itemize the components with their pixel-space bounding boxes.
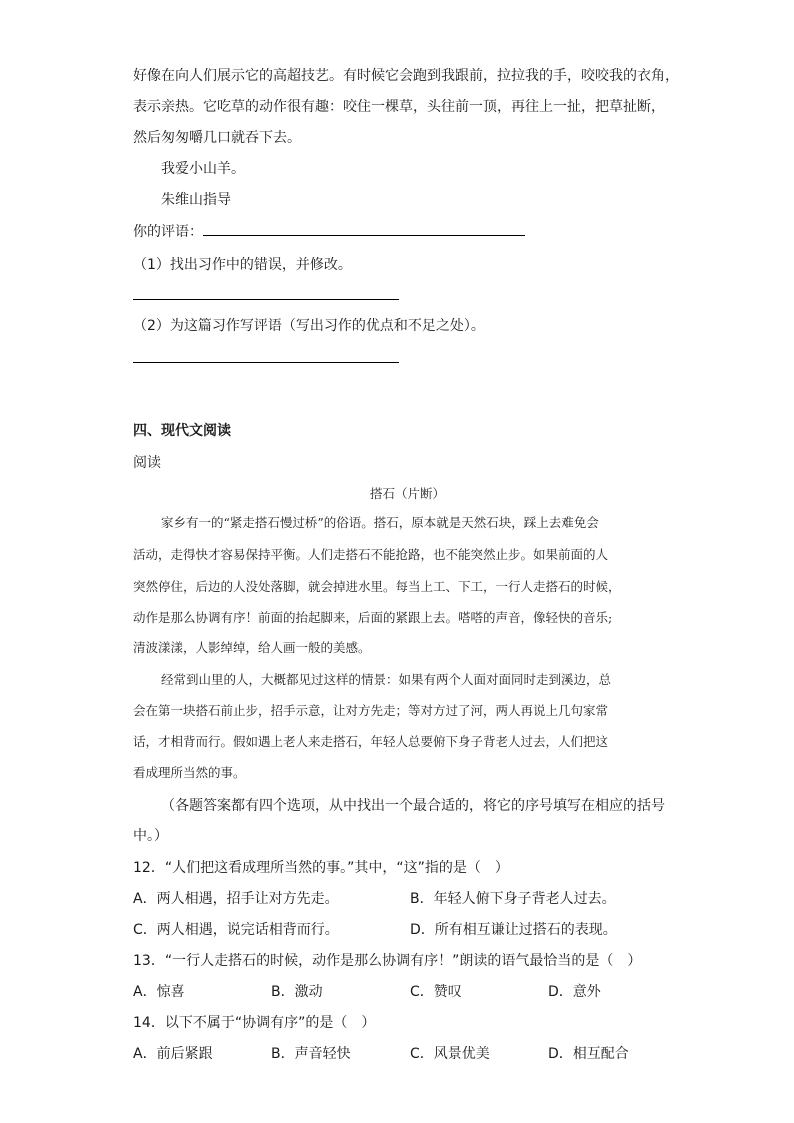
question-12-option-a[interactable]: A．两人相遇，招手让对方先走。 (133, 891, 339, 907)
comment-answer-line[interactable] (203, 221, 525, 236)
question-12-option-d[interactable]: D．所有相互谦让过搭石的表现。 (410, 922, 617, 938)
task-1-answer-line[interactable] (133, 299, 399, 300)
question-12-option-b[interactable]: B．年轻人俯下身子背老人过去。 (410, 891, 616, 907)
essay-teacher: 朱维山指导 (161, 192, 231, 208)
task-2: （2）为这篇习作写评语（写出习作的优点和不足之处）。 (133, 318, 485, 334)
question-12-stem: 12．“人们把这看成理所当然的事。”其中，“这”指的是（ ） (133, 860, 509, 876)
passage-p1-line: 动作是那么协调有序！前面的抬起脚来，后面的紧跟上去。嗒嗒的声音，像轻快的音乐; (133, 610, 613, 625)
question-14-option-c[interactable]: C．风景优美 (410, 1046, 490, 1062)
passage-p1-line: 家乡有一的“紧走搭石慢过桥”的俗语。搭石，原本就是天然石块，踩上去难免会 (161, 515, 599, 530)
question-14-option-b[interactable]: B．声音轻快 (271, 1046, 351, 1062)
question-13-stem: 13．“一行人走搭石的时候，动作是那么协调有序！”朗读的语气最恰当的是（ ） (133, 953, 642, 969)
instructions-line-1: （各题答案都有四个选项，从中找出一个最合适的，将它的序号填写在相应的括号 (161, 798, 665, 814)
section-title: 四、现代文阅读 (133, 423, 231, 439)
passage-title: 搭石（片断） (370, 486, 446, 501)
passage-p2-line: 话，才相背而行。假如遇上老人来走搭石，年轻人总要俯下身子背老人过去，人们把这 (133, 734, 609, 749)
passage-p2-line: 经常到山里的人，大概都见过这样的情景：如果有两个人面对面同时走到溪边，总 (161, 672, 612, 687)
question-14-stem: 14．以下不属于“协调有序”的是（ ） (133, 1015, 376, 1031)
question-13-option-a[interactable]: A．惊喜 (133, 984, 185, 1000)
question-13-option-c[interactable]: C．赞叹 (410, 984, 462, 1000)
question-13-option-b[interactable]: B．激动 (271, 984, 323, 1000)
essay-closing: 我爱小山羊。 (161, 161, 245, 177)
read-label: 阅读 (133, 455, 161, 471)
question-14-option-d[interactable]: D．相互配合 (548, 1046, 629, 1062)
task-1: （1）找出习作中的错误，并修改。 (133, 257, 352, 273)
passage-p2-line: 看成理所当然的事。 (133, 765, 246, 780)
question-13-option-d[interactable]: D．意外 (548, 984, 601, 1000)
passage-p1-line: 清波漾漾，人影绰绰，给人画一般的美感。 (133, 640, 371, 655)
essay-line-1: 好像在向人们展示它的高超技艺。有时候它会跑到我跟前，拉拉我的手，咬咬我的衣角， (133, 68, 679, 84)
comment-label: 你的评语： (133, 224, 203, 240)
question-14-option-a[interactable]: A．前后紧跟 (133, 1046, 213, 1062)
essay-line-3: 然后匆匆嚼几口就吞下去。 (133, 130, 301, 146)
question-12-option-c[interactable]: C．两人相遇，说完话相背而行。 (133, 922, 339, 938)
essay-line-2: 表示亲热。它吃草的动作很有趣：咬住一棵草，头往前一顶，再往上一扯，把草扯断， (133, 99, 665, 115)
passage-p1-line: 活动，走得快才容易保持平衡。人们走搭石不能抢路，也不能突然止步。如果前面的人 (133, 547, 609, 562)
comment-row (133, 221, 525, 242)
task-2-answer-line[interactable] (133, 362, 399, 363)
passage-p1-line: 突然停住，后边的人没处落脚，就会掉进水里。每当上工、下工，一行人走搭石的时候， (133, 579, 621, 594)
passage-p2-line: 会在第一块搭石前止步，招手示意，让对方先走；等对方过了河，两人再说上几句家常 (133, 703, 609, 718)
instructions-line-2: 中。） (133, 828, 168, 844)
